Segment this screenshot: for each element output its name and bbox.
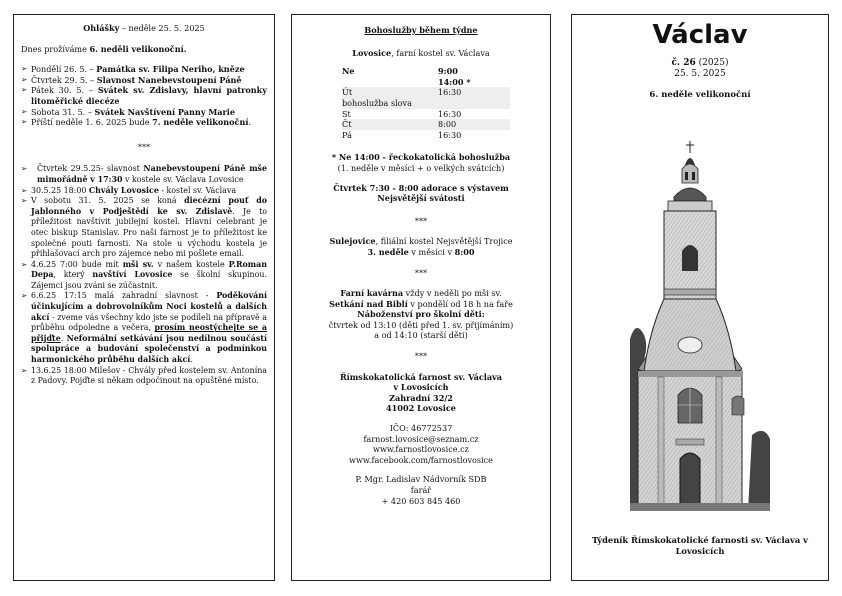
list-item: ➢ 4.6.25 7:00 bude mít mši sv. v našem kostele P.Roman Depa, který navštíví Lovosice se školní skupinou. Zájemci jsou zváni se zúčastnit.	[21, 260, 267, 292]
sunday-name: 6. neděle velikonoční	[649, 90, 751, 100]
separator: ***	[137, 141, 151, 152]
contact-block	[300, 423, 542, 465]
schedule-day: Čt	[342, 119, 438, 130]
religion-line: a od 14:10 (starší děti)	[374, 330, 468, 341]
schedule-table	[342, 66, 542, 140]
religion-line: čtvrtek od 13:10 (děti před 1. sv. přijímáním)	[328, 319, 514, 330]
adoration-note: Čtvrtek 7:30 - 8:00 adorace s výstavem Nejsvětější svátosti	[333, 182, 509, 204]
intro-line: Dnes prožíváme 6. neděli velikonoční.	[21, 43, 187, 54]
schedule-time: 16:30	[438, 129, 462, 140]
sulejovice-time: 3. neděle v měsíci v 8:00	[367, 246, 475, 257]
feast-list	[21, 64, 267, 128]
announcements-header: Ohlášky – neděle 25. 5. 2025	[83, 23, 205, 33]
list-item: ➢ Sobota 31. 5. – Svátek Navštívení Panny Marie	[21, 107, 267, 118]
list-item: ➢ Příští neděle 1. 6. 2025 bude 7. neděle velikonoční.	[21, 117, 267, 128]
services-panel	[291, 14, 551, 581]
bible-line: Setkání nad Biblí v pondělí od 18 h na faře	[329, 298, 513, 309]
religion-title: Náboženství pro školní děti:	[357, 309, 485, 320]
services-title: Bohoslužby během týdne	[364, 25, 478, 35]
list-item: ➢ Pondělí 26. 5. – Památka sv. Filipa Neriho, kněze	[21, 64, 267, 75]
schedule-time: 16:30	[438, 87, 510, 108]
list-item: ➢ 13.6.25 18:00 Milešov - Chvály před kostelem sv. Antonína z Padovy. Pojďte si někam odpočinout na opuštěné místo.	[21, 366, 267, 387]
issue-number: č. 26 (2025)	[671, 58, 729, 68]
schedule-day: St	[342, 108, 351, 119]
sulejovice-line: Sulejovice, filiální kostel Nejsvětější Trojice	[329, 236, 513, 247]
schedule-day: Ne	[342, 66, 355, 77]
announcements-panel	[13, 14, 275, 581]
separator: ***	[414, 267, 428, 278]
facebook-link[interactable]: www.facebook.com/farnostlovosice	[349, 454, 493, 465]
schedule-day: Út bohoslužba slova	[342, 87, 438, 108]
list-item: ➢ 30.5.25 18:00 Chvály Lovosice - kostel sv. Václava	[21, 186, 267, 197]
schedule-time: 8:00	[438, 119, 510, 130]
schedule-time: 9:00 14:00 *	[438, 66, 471, 87]
ico-text: IČO: 46772537	[389, 423, 453, 434]
list-item: ➢ Pátek 30. 5. – Svátek sv. Zdislavy, hlavní patronky litoměřické diecéze	[21, 85, 267, 106]
newsletter-footer: Týdeník Římskokatolické farnosti sv. Václava v Lovosicích	[592, 535, 808, 556]
newsletter-title: Václav	[652, 20, 748, 50]
separator: ***	[414, 351, 428, 362]
church-location: Lovosice, farní kostel sv. Václava	[352, 47, 490, 58]
list-item: ➢ Čtvrtek 29.5.25- slavnost Nanebevstoupení Páně mše mimořádně v 17:30 v kostele sv. Václava Lovosice	[21, 164, 267, 185]
list-item: ➢ V sobotu 31. 5. 2025 se koná diecézní pouť do Jablonného v Podještědí ke sv. Zdislavě. Je to příležitost navštívit jubilejní kostel. Hlavní celebrant je otec biskup Stanislav. Pro naši farnost je to příležitost ke společné pouti farnosti. Na stole u východu kostela je přihlašovací arch pro zájemce nebo mi pošlete email.	[21, 196, 267, 260]
church-illustration	[630, 139, 770, 511]
list-item: ➢ Čtvrtek 29. 5. – Slavnost Nanebevstoupení Páně	[21, 75, 267, 86]
events-list	[21, 164, 267, 386]
list-item: ➢ 6.6.25 17:15 malá zahradní slavnost - Poděkování účinkujícím a dobrovolníkům Noci kostelů a dalších akcí - zveme vás všechny kdo jste se podíleli na přípravě a průběhu odpoledne a večera, prosím neostýchejte se a přijďte. Neformální setkávání jsou nedílnou součástí spolupráce a budování společenství a podmínkou harmonického průběhu dalších akcí.	[21, 291, 267, 365]
greek-catholic-detail: (1. neděle v měsíci + o velkých svátcích)	[337, 162, 505, 173]
schedule-time: 16:30	[438, 108, 462, 119]
issue-date: 25. 5. 2025	[674, 69, 726, 79]
cover-panel	[571, 14, 829, 581]
email-link[interactable]: farnost.lovosice@seznam.cz	[363, 433, 479, 444]
cafe-line: Farní kavárna vždy v neděli po mši sv.	[340, 288, 502, 299]
priest-block: P. Mgr. Ladislav Nádvorník SDB farář + 420 603 845 460	[355, 474, 487, 506]
website-link[interactable]: www.farnostlovosice.cz	[373, 444, 469, 455]
separator: ***	[414, 215, 428, 226]
parish-address: Římskokatolická farnost sv. Václava v Lovosicích Zahradní 32/2 41002 Lovosice	[339, 371, 503, 414]
schedule-day: Pá	[342, 129, 352, 140]
greek-catholic-note: * Ne 14:00 - řeckokatolická bohoslužba	[331, 152, 511, 163]
